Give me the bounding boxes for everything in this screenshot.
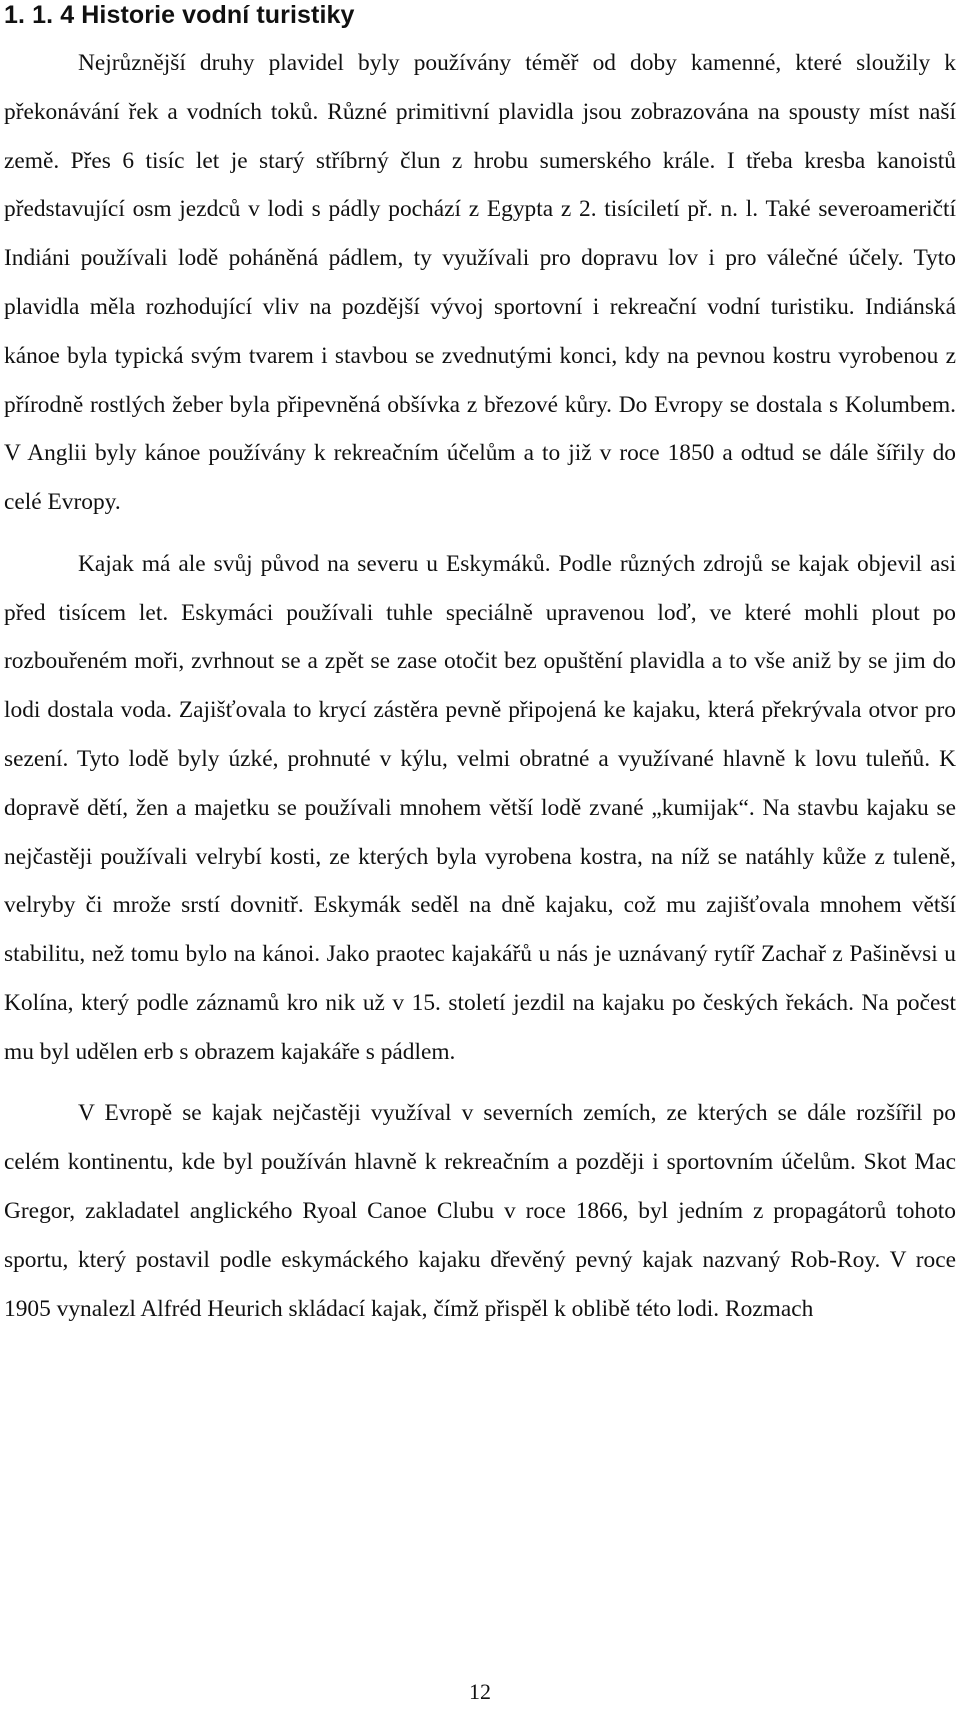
section-heading: 1. 1. 4 Historie vodní turistiky: [4, 1, 355, 29]
paragraph-kayak-europe: V Evropě se kajak nejčastěji využíval v severních zemích, ze kterých se dále rozšířil po celém kontinentu, kde byl používán hlavně k rekreačním a později i sportovním účelům. Skot Mac Gregor, zakladatel anglického Ryoal Canoe Clubu v roce 1866, byl jedním z propagátorů tohoto sportu, který postavil podle eskymáckého kajaku dřevěný pevný kajak nazvaný Rob-Roy. V roce 1905 vynalezl Alfréd Heurich skládací kajak, čímž přispěl k oblibě této lodi. Rozmach: [4, 1100, 956, 1322]
paragraph-kayak-origin: Kajak má ale svůj původ na severu u Eskymáků. Podle různých zdrojů se kajak objevil asi před tisícem let. Eskymáci používali tuhle speciálně upravenou loď, ve které mohli plout po rozbouřeném moři, zvrhnout se a zpět se zase otočit bez opuštění plavidla a to vše aniž by se jim do lodi dostala voda. Zajišťovala to krycí zástěra pevně připojená ke kajaku, která překrývala otvor pro sezení. Tyto lodě byly úzké, prohnuté v kýlu, velmi obratné a využívané hlavně k lovu tuleňů. K dopravě dětí, žen a majetku se používali mnohem větší lodě zvané „kumijak“. Na stavbu kajaku se nejčastěji používali velrybí kosti, ze kterých byla vyrobena kostra, na níž se natáhly kůže z tuleně, velryby či mrože srstí dovnitř. Eskymák seděl na dně kajaku, což mu zajišťovala mnohem větší stabilitu, než tomu bylo na kánoi. Jako praotec kajakářů u nás je uznávaný rytíř Zachař z Pašiněvsi u Kolína, který podle záznamů kro nik už v 15. století jezdil na kajaku po českých řekách. Na počest mu byl udělen erb s obrazem kajakáře s pádlem.: [4, 550, 956, 1065]
page-number: 12: [469, 1679, 491, 1704]
paragraph-history-vessels: Nejrůznější druhy plavidel byly používány téměř od doby kamenné, které sloužily k překonávání řek a vodních toků. Různé primitivní plavidla jsou zobrazována na spousty míst naší země. Přes 6 tisíc let je starý stříbrný člun z hrobu sumerského krále. I třeba kresba kanoistů představující osm jezdců v lodi s pádly pochází z Egypta z 2. tisíciletí př. n. l. Také severoameričtí Indiáni používali lodě poháněná pádlem, ty využívali pro dopravu lov i pro válečné účely. Tyto plavidla měla rozhodující vliv na pozdější vývoj sportovní i rekreační vodní turistiku. Indiánská kánoe byla typická svým tvarem i stavbou se zvednutými konci, kdy na pevnou kostru vyrobenou z přírodně rostlých žeber byla připevněná obšívka z březové kůry. Do Evropy se dostala s Kolumbem. V Anglii byly kánoe používány k rekreačním účelům a to již v roce 1850 a odtud se dále šířily do celé Evropy.: [4, 50, 956, 516]
body-text: [4, 39, 956, 1333]
